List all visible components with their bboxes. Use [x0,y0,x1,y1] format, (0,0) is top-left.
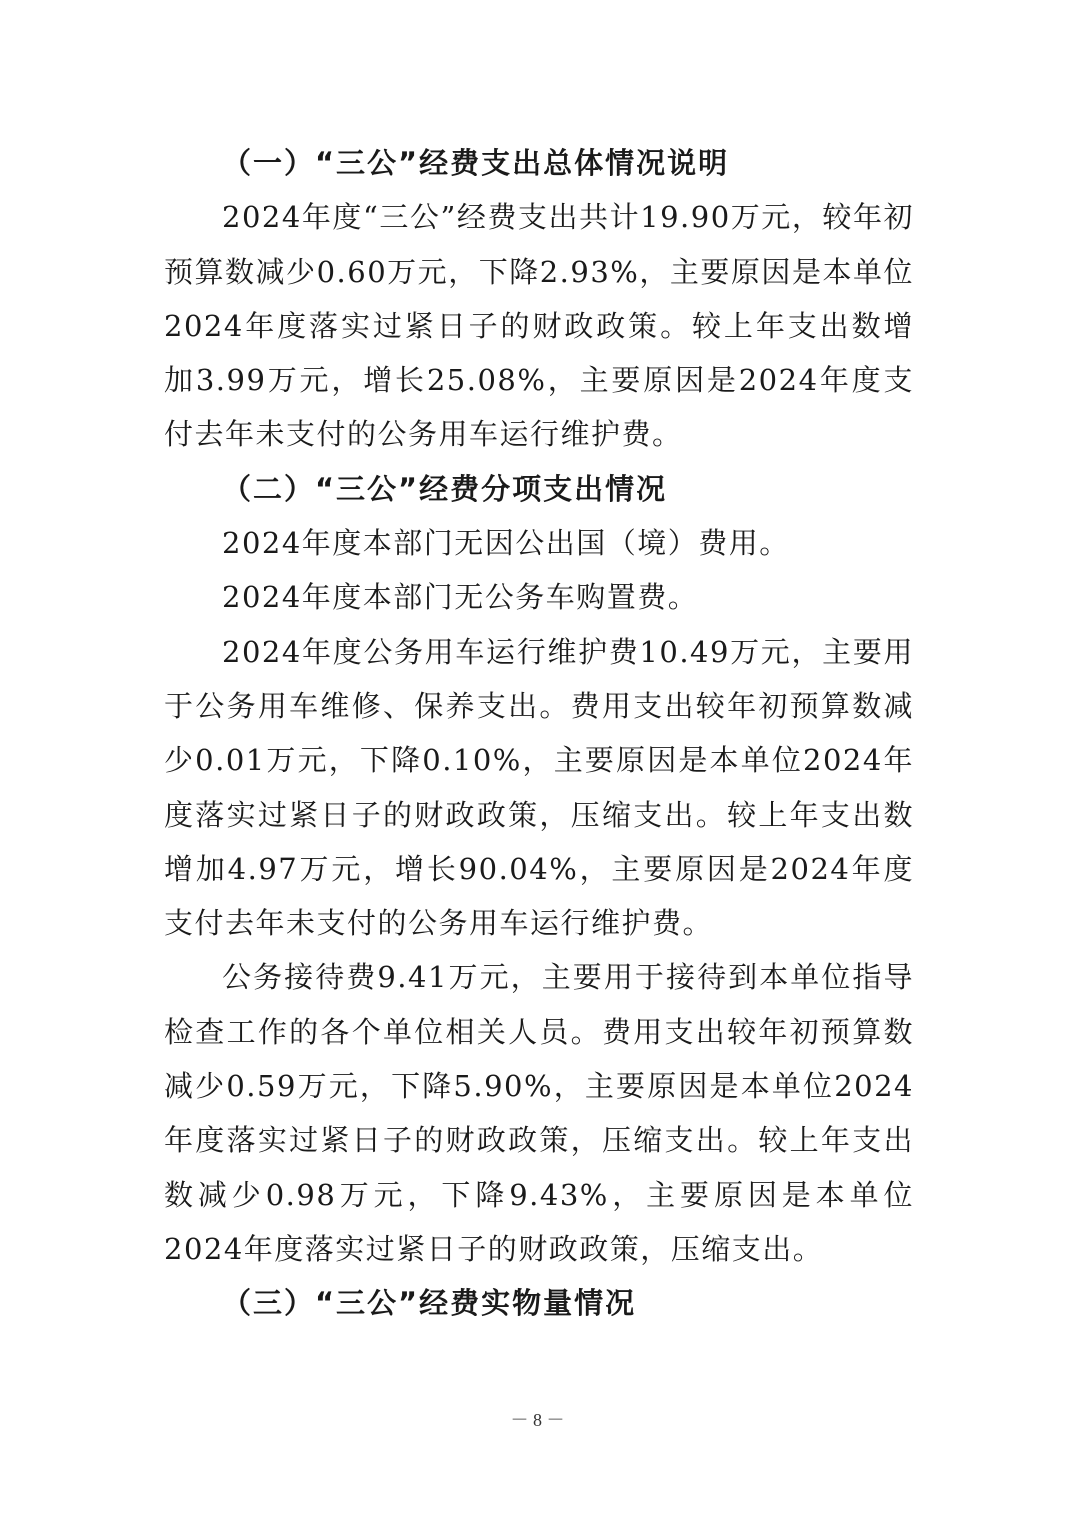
paragraph-vehicle-purchase: 2024年度本部门无公务车购置费。 [222,580,699,615]
paragraph-reception: 公务接待费9.41万元，主要用于接待到本单位指导检查工作的各个单位相关人员。费用支出较年初预算数减少0.59万元，下降5.90%，主要原因是本单位2024年度落实过紧日子的财政政策，压缩支出。较上年支出数减少0.98万元，下降9.43%，主要原因是本单位2024年度落实过紧日子的财政政策，压缩支出。 [164,960,914,1266]
page-number: － 8 － [510,1410,565,1430]
section-heading-2: （二）“三公”经费分项支出情况 [222,471,668,506]
section-heading-3: （三）“三公”经费实物量情况 [222,1286,637,1321]
document-body [164,136,914,1331]
section-heading-1: （一）“三公”经费支出总体情况说明 [222,146,730,180]
paragraph-vehicle-maintenance: 2024年度公务用车运行维护费10.49万元，主要用于公务用车维修、保养支出。费用支出较年初预算数减少0.01万元，下降0.10%，主要原因是本单位2024年度落实过紧日子的财政政策，压缩支出。较上年支出数增加4.97万元，增长90.04%，主要原因是2024年度支付去年未支付的公务用车运行维护费。 [164,634,914,941]
paragraph-overall-summary: 2024年度“三公”经费支出共计19.90万元，较年初预算数减少0.60万元，下降2.93%，主要原因是本单位2024年度落实过紧日子的财政政策。较上年支出数增加3.99万元，增长25.08%，主要原因是2024年度支付去年未支付的公务用车运行维护费。 [164,200,914,452]
paragraph-overseas-travel: 2024年度本部门无因公出国（境）费用。 [222,526,790,561]
